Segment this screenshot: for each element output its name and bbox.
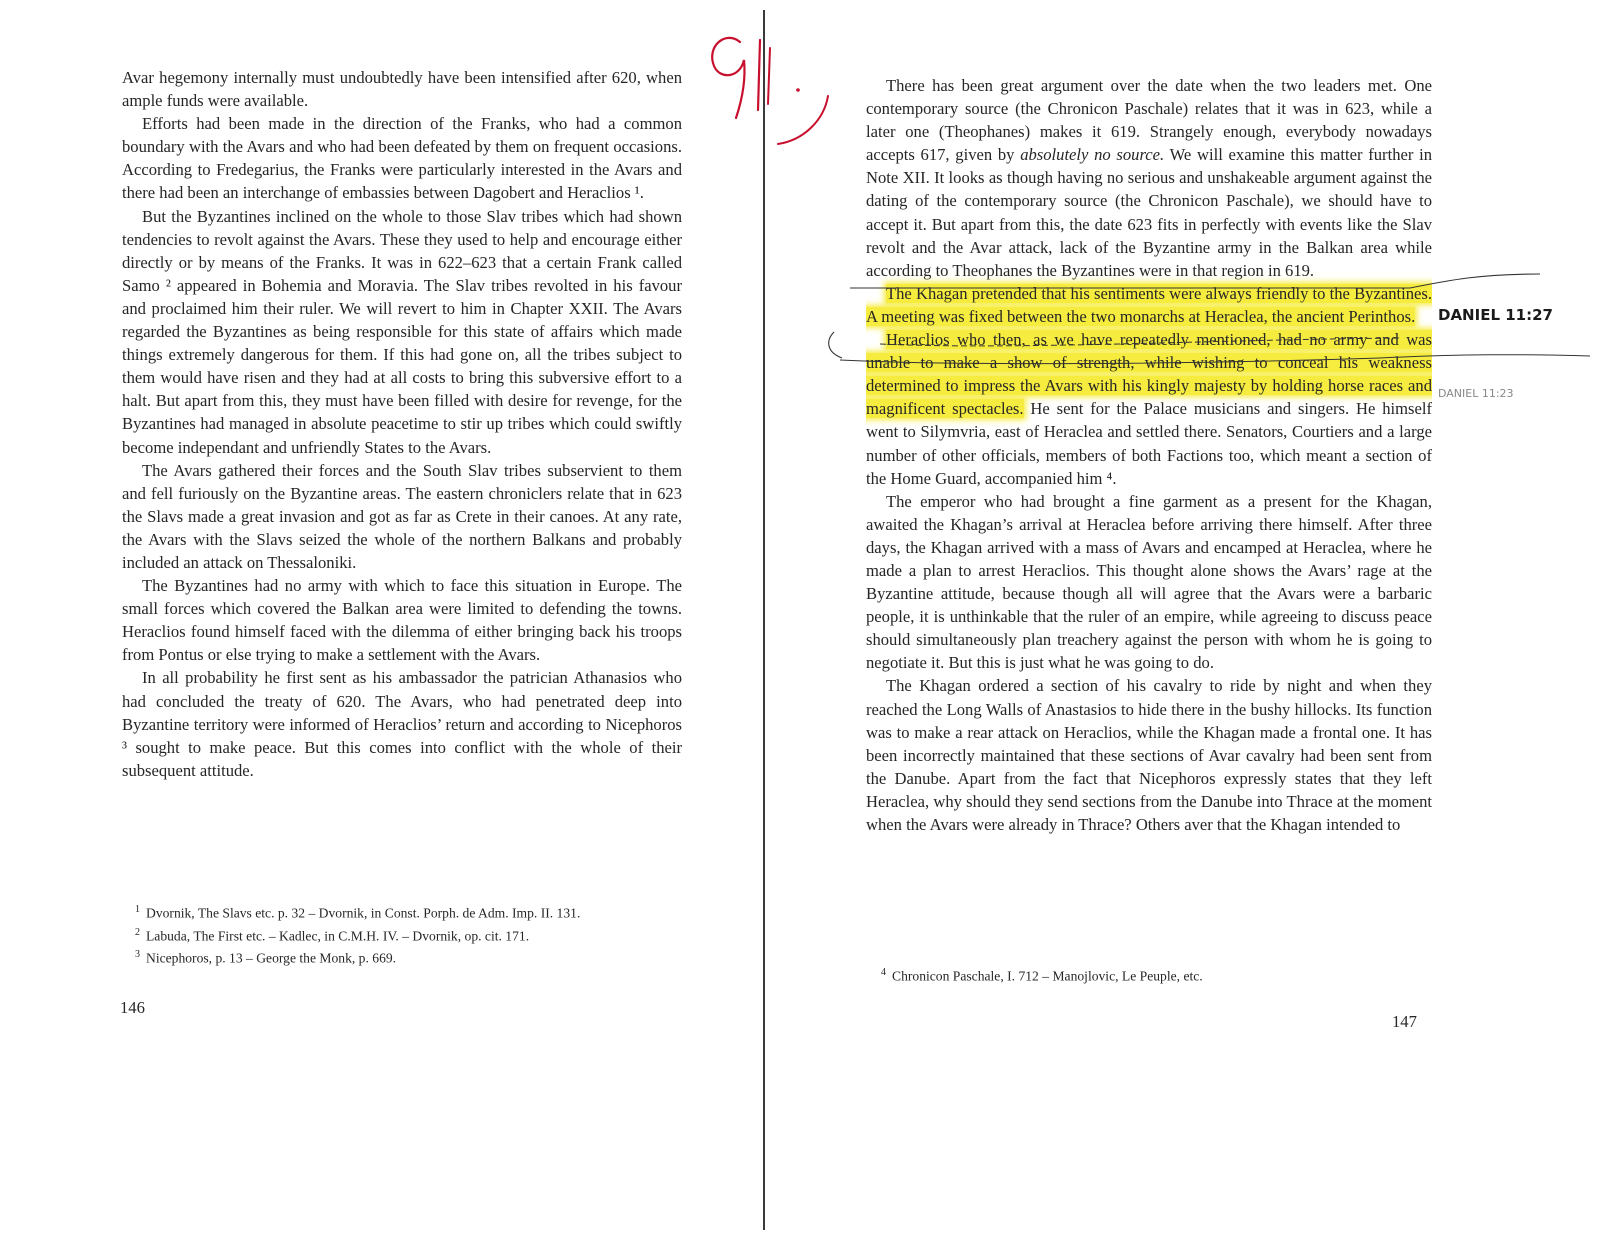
right-footnotes [881, 963, 1441, 986]
paragraph-text: We will examine this matter further in Note XII. It looks as though having no serious and unshakeable argument against the dating of the contemporary source (the Chronicon Paschale), we should have to accept it. But apart from this, the date 623 fits in perfectly with events like the Slav revolt and the Avar attack, lack of the Byzantine army in the Balkan area while according to Theophanes the Byzantines were in that region in 619. [866, 145, 1433, 280]
footnote-text: Nicephoros, p. 13 – George the Monk, p. 669. [146, 950, 397, 966]
paragraph: The Byzantines had no army with which to face this situation in Europe. The small forces which covered the Balkan area were limited to defending the towns. Heraclios found himself faced with the dilemma of either bringing back his troops from Pontus or else trying to make a settlement with the Avars. [122, 576, 682, 665]
paragraph: Avar hegemony internally must undoubtedly have been intensified after 620, when ample funds were available. [122, 68, 682, 111]
left-footnotes [135, 900, 695, 968]
paragraph-text: He sent for the Palace musicians and singers. He himself went to Silymvria, east of Heraclea and settled there. Senators, Courtiers and a large number of other officials, members of both Factions too, which meant a section of the Home Guard, accompanied him ⁴. [866, 399, 1432, 488]
paragraph: The emperor who had brought a fine garment as a present for the Khagan, awaited the Khagan’s arrival at Heraclea before arriving there himself. After three days, the Khagan arrived with a mass of Avars and encamped at Heraclea, where he made a plan to arrest Heraclios. This thought alone shows the Avars’ rage at the Byzantine attitude, because though all will agree that the Avars were a barbaric people, it is unthinkable that the ruler of an empire, while agreeing to discuss peace should simultaneously plan treachery against the person with whom he is going to negotiate it. But this is just what he was going to do. [866, 491, 1432, 673]
footnote-number: 4 [881, 967, 886, 978]
highlighted-text: Heraclios who then, as we have repeatedly mentioned, had no army and was unable to make a show of strength, while wishing to conceal his weakness determined to impress the Avars with his kingly majesty by holding horse races and magnificent spectacles. [866, 330, 1432, 419]
footnote [135, 923, 695, 946]
paragraph: But the Byzantines inclined on the whole to those Slav tribes which had shown tendencies to revolt against the Avars. These they used to help and encourage either directly or by means of the Franks. It was in 622–623 that a certain Frank called Samo ² appeared in Bohemia and Moravia. The Slav tribes revolted in his favour and proclaimed him their ruler. We will revert to him in Chapter XXII. The Avars regarded the Byzantines as being responsible for this state of affairs which made things extremely dangerous for them. If this had gone on, all the tribes subject to them would have risen and they had at all costs to bring this subversive effort to a halt. But apart from this, they must have been filled with desire for revenge, for the Byzantines had managed in absolute peacetime to stir up tribes which could swiftly become independant and unfriendly States to the Avars. [122, 206, 682, 457]
footnote-number: 2 [135, 926, 140, 938]
paragraph: In all probability he first sent as his ambassador the patrician Athanasios who had concluded the treaty of 620. The Avars, who had penetrated deep into Byzantine territory were informed of Heraclios’ return and according to Nicephoros ³ sought to make peace. But this comes into conflict with the whole of their subsequent attitude. [122, 668, 682, 780]
paragraph: The Avars gathered their forces and the South Slav tribes subservient to them and fell furiously on the Byzantine areas. The eastern chroniclers relate that in 623 the Slavs made a great invasion and got as far as Crete in their canoes. At any rate, the Avars with the Slavs seized the whole of the northern Balkans and probably included an attack on Thessaloniki. [122, 460, 682, 572]
footnote [881, 963, 1441, 986]
margin-note-daniel-11-27: DANIEL 11:27 [1438, 306, 1553, 324]
highlighted-text: The Khagan pretended that his sentiments were always friendly to the Byzantines. A meeting was fixed between the two monarchs at Heraclea, the ancient Perinthos. [866, 283, 1432, 326]
paragraph: Efforts had been made in the direction of the Franks, who had a common boundary with the Avars and who had been defeated by them on frequent occasions. According to Fredegarius, the Franks were particularly interested in the Avars and there had been an interchange of embassies between Dagobert and Heraclios ¹. [122, 114, 682, 203]
footnote-number: 1 [135, 904, 140, 915]
right-page-body [866, 74, 1432, 836]
footnote-text: Chronicon Paschale, I. 712 – Manojlovic, Le Peuple, etc. [892, 968, 1203, 984]
footnote [135, 900, 695, 923]
paragraph [866, 328, 1432, 490]
paragraph: The Khagan ordered a section of his cavalry to ride by night and when they reached the Long Walls of Anastasios to hide there in the bushy hillocks. Its function was to make a rear attack on Heraclios, while the Khagan made a frontal one. It has been incorrectly maintained that these sections of Avar cavalry had been sent from the Danube. Apart from the fact that Nicephoros expressly states that they left Heraclea, why should they send sections from the Danube into Thrace at the moment when the Avars were already in Thrace? Others aver that the Khagan intended to [866, 676, 1432, 834]
margin-note-daniel-11-23: DANIEL 11:23 [1438, 387, 1514, 400]
left-page-body [122, 66, 682, 782]
paragraph-highlighted [866, 282, 1432, 328]
left-page [0, 0, 760, 1236]
right-page [768, 0, 1600, 1236]
paragraph [866, 74, 1432, 282]
footnote [135, 945, 695, 968]
footnote-text: Dvornik, The Slavs etc. p. 32 – Dvornik, in Const. Porph. de Adm. Imp. II. 131. [146, 905, 581, 921]
emphasis-text: absolutely no source. [1020, 145, 1165, 165]
paragraph-text: There has been great argument over the date when the two leaders met. One contemporary source (the Chronicon Paschale) relates that it was in 623, while a later one (Theophanes) makes it 619. Strangely enough, everybody nowadays accepts 617, given by [866, 76, 1432, 165]
book-spine [763, 10, 765, 1230]
footnote-number: 3 [135, 949, 140, 961]
page-number-right: 147 [1392, 1012, 1417, 1031]
footnote-text: Labuda, The First etc. – Kadlec, in C.M.H. IV. – Dvornik, op. cit. 171. [146, 928, 530, 944]
page-number-left: 146 [120, 998, 145, 1017]
